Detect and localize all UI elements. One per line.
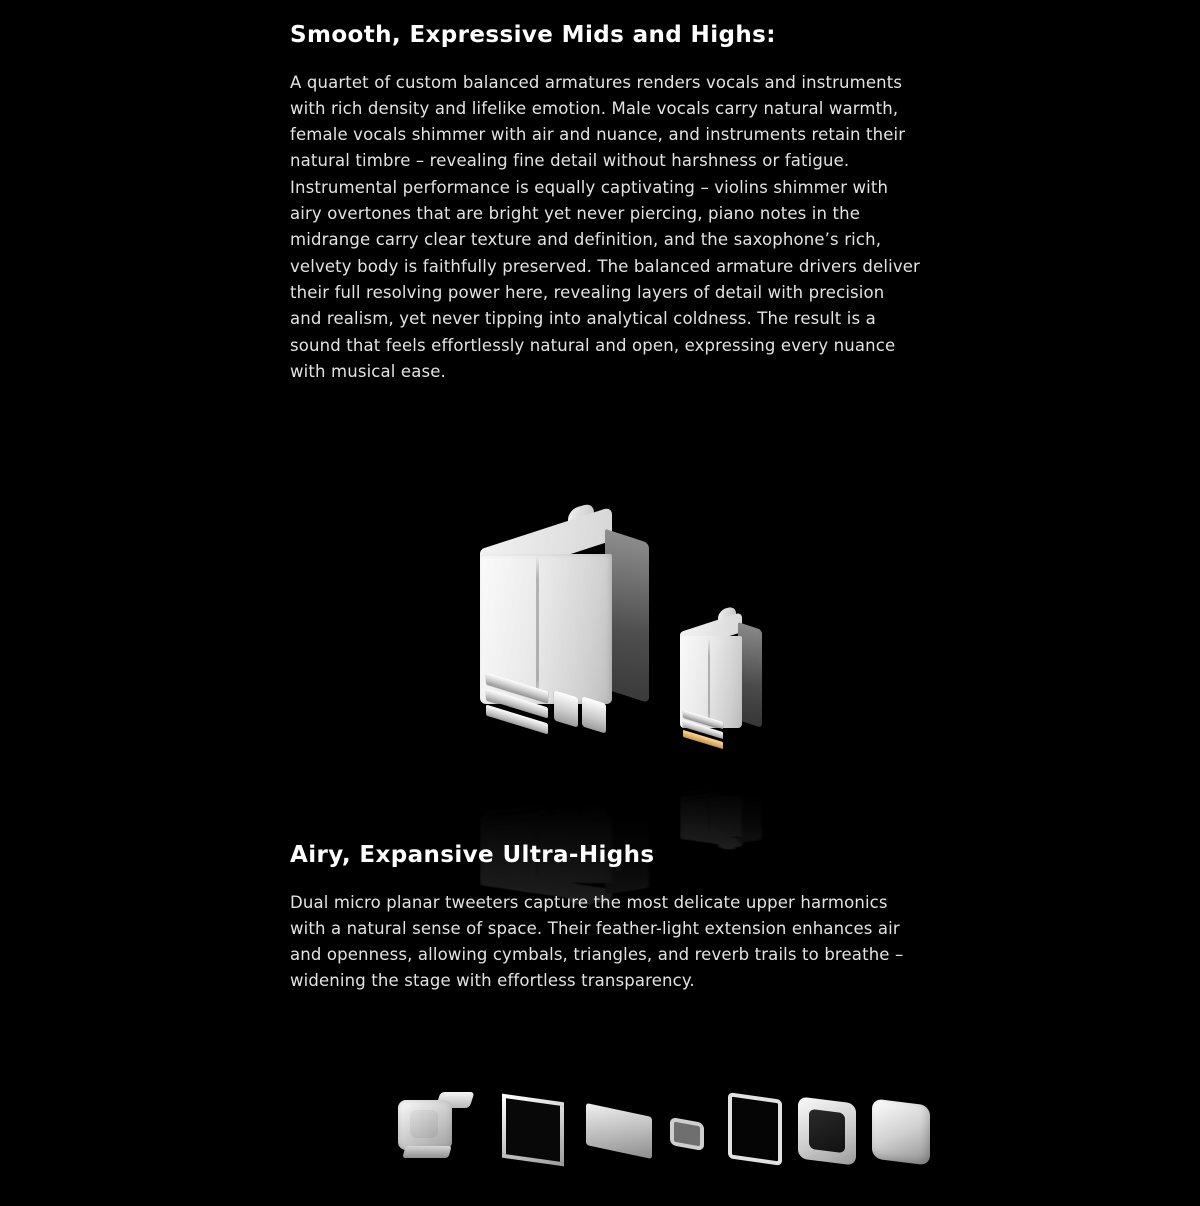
pin-group: [482, 800, 610, 828]
dark-faced-cap-part: [798, 1100, 856, 1162]
side-face-shape: [738, 796, 762, 844]
spacer-ring-part: [670, 1120, 704, 1148]
frame-ring-shape: [728, 1092, 782, 1166]
bracket-foot-shape: [402, 1146, 451, 1158]
pin-group: [681, 712, 743, 748]
tweeter-inner-shape: [410, 1110, 438, 1138]
diaphragm-plate-part: [586, 1110, 652, 1152]
seam-line: [708, 796, 710, 836]
paragraph-mids-highs-1: A quartet of custom balanced armatures renders vocals and instruments with rich density and lifelike emotion. Male vocals carry natural warmth, female vocals shimmer with air and nuance, and instruments retain their natural timbre – revealing fine detail without harshness or fatigue.: [290, 72, 906, 171]
tweeter-assembly-part: [398, 1092, 484, 1166]
plate-shape: [586, 1103, 652, 1159]
outer-frame-part: [502, 1098, 564, 1162]
section-body-mids-highs: [290, 70, 920, 386]
section-mids-highs: [290, 22, 920, 385]
small-driver-module: [680, 608, 800, 748]
paragraph-ultra-highs-1: Dual micro planar tweeters capture the most delicate upper harmonics with a natural sense of space. Their feather-light extension enhances air and openness, allowing cymbals, triangles, and reverb trails to breathe – widening the stage with effortless transparency.: [290, 892, 904, 991]
contact-pin: [554, 690, 578, 727]
cap-shell-shape: [872, 1098, 930, 1165]
contact-pin: [582, 696, 606, 733]
small-driver-module-reflection: [680, 787, 800, 850]
section-ultra-highs: [290, 842, 920, 995]
large-driver-module: [480, 506, 680, 736]
front-face-shape: [680, 796, 742, 837]
spacer-shape: [670, 1117, 704, 1151]
inner-frame-part: [728, 1096, 782, 1162]
image-balanced-armature-driver-modules: [330, 486, 960, 826]
solid-cap-part: [872, 1102, 930, 1162]
section-title-mids-highs: Smooth, Expressive Mids and Highs:: [290, 22, 776, 48]
cap-dark-face-shape: [809, 1109, 845, 1153]
section-body-ultra-highs: [290, 890, 920, 995]
pin-group: [482, 676, 610, 738]
pin-group: [681, 787, 743, 803]
paragraph-mids-highs-2: Instrumental performance is equally captivating – violins shimmer with airy overtones that are bright yet never piercing, piano notes in the midrange carry clear texture and definition, and the saxophone’s rich, velvety body is faithfully preserved. The balanced armature drivers deliver their full resolving power here, revealing layers of detail with precision and realism, yet never tipping into analytical coldness. The result is a sound that feels effortlessly natural and open, expressing every nuance with musical ease.: [290, 177, 920, 381]
image-micro-planar-tweeter-exploded: [390, 1076, 910, 1206]
section-title-ultra-highs: Airy, Expansive Ultra-Highs: [290, 842, 655, 868]
frame-ring-shape: [502, 1094, 564, 1167]
